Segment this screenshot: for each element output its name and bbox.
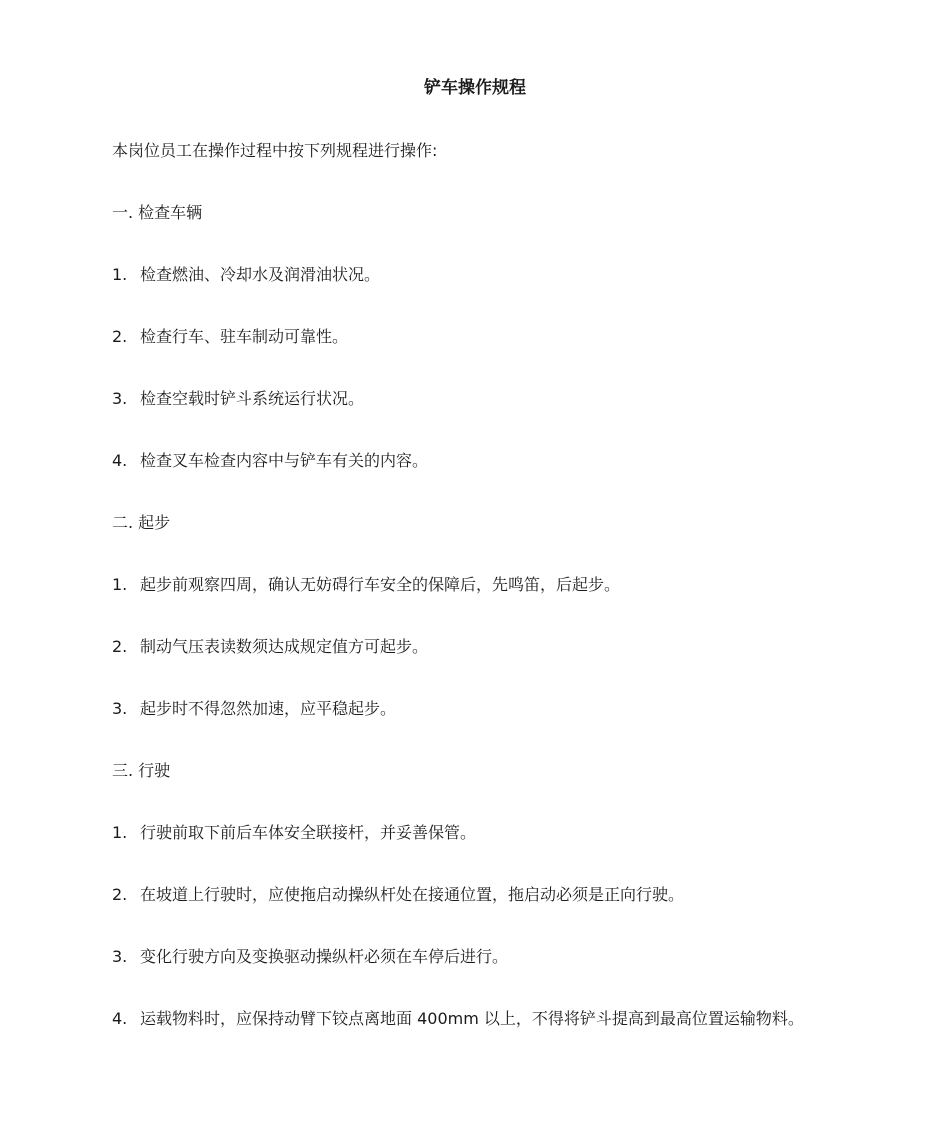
item-number: 3. bbox=[112, 699, 128, 718]
item-number: 1. bbox=[112, 265, 128, 284]
list-item bbox=[112, 635, 428, 659]
document-title: 铲车操作规程 bbox=[424, 78, 526, 98]
list-item bbox=[112, 697, 396, 721]
item-number: 2. bbox=[112, 885, 128, 904]
item-number: 1. bbox=[112, 575, 128, 594]
item-text: 起步时不得忽然加速，应平稳起步。 bbox=[140, 699, 397, 718]
item-text: 变化行驶方向及变换驱动操纵杆必须在车停后进行。 bbox=[140, 947, 509, 966]
item-number: 3. bbox=[112, 389, 128, 408]
section-heading-inspect-vehicle: 一. 检查车辆 bbox=[112, 203, 203, 222]
item-number: 2. bbox=[112, 637, 128, 656]
list-item bbox=[112, 573, 620, 597]
list-item bbox=[112, 387, 364, 411]
item-text: 检查空载时铲斗系统运行状况。 bbox=[140, 389, 365, 408]
list-item bbox=[112, 263, 380, 287]
item-text: 在坡道上行驶时，应使拖启动操纵杆处在接通位置，拖启动必须是正向行驶。 bbox=[140, 885, 685, 904]
list-item bbox=[112, 883, 684, 907]
section-heading-driving: 三. 行驶 bbox=[112, 761, 171, 780]
list-item bbox=[112, 821, 476, 845]
list-item bbox=[112, 945, 508, 969]
list-item bbox=[112, 325, 348, 349]
list-item bbox=[112, 449, 428, 473]
item-number: 1. bbox=[112, 823, 128, 842]
intro-paragraph: 本岗位员工在操作过程中按下列规程进行操作: bbox=[112, 141, 438, 160]
item-text: 检查叉车检查内容中与铲车有关的内容。 bbox=[140, 451, 429, 470]
list-item bbox=[112, 1007, 804, 1031]
item-number: 4. bbox=[112, 1009, 128, 1028]
item-text: 制动气压表读数须达成规定值方可起步。 bbox=[140, 637, 429, 656]
item-number: 4. bbox=[112, 451, 128, 470]
item-number: 3. bbox=[112, 947, 128, 966]
item-text: 运载物料时，应保持动臂下铰点离地面 400mm 以上，不得将铲斗提高到最高位置运输物料。 bbox=[140, 1009, 804, 1028]
item-text: 起步前观察四周，确认无妨碍行车安全的保障后，先鸣笛，后起步。 bbox=[140, 575, 621, 594]
item-text: 检查燃油、冷却水及润滑油状况。 bbox=[140, 265, 381, 284]
item-text: 检查行车、驻车制动可靠性。 bbox=[140, 327, 349, 346]
section-heading-start: 二. 起步 bbox=[112, 513, 171, 532]
item-number: 2. bbox=[112, 327, 128, 346]
item-text: 行驶前取下前后车体安全联接杆，并妥善保管。 bbox=[140, 823, 477, 842]
